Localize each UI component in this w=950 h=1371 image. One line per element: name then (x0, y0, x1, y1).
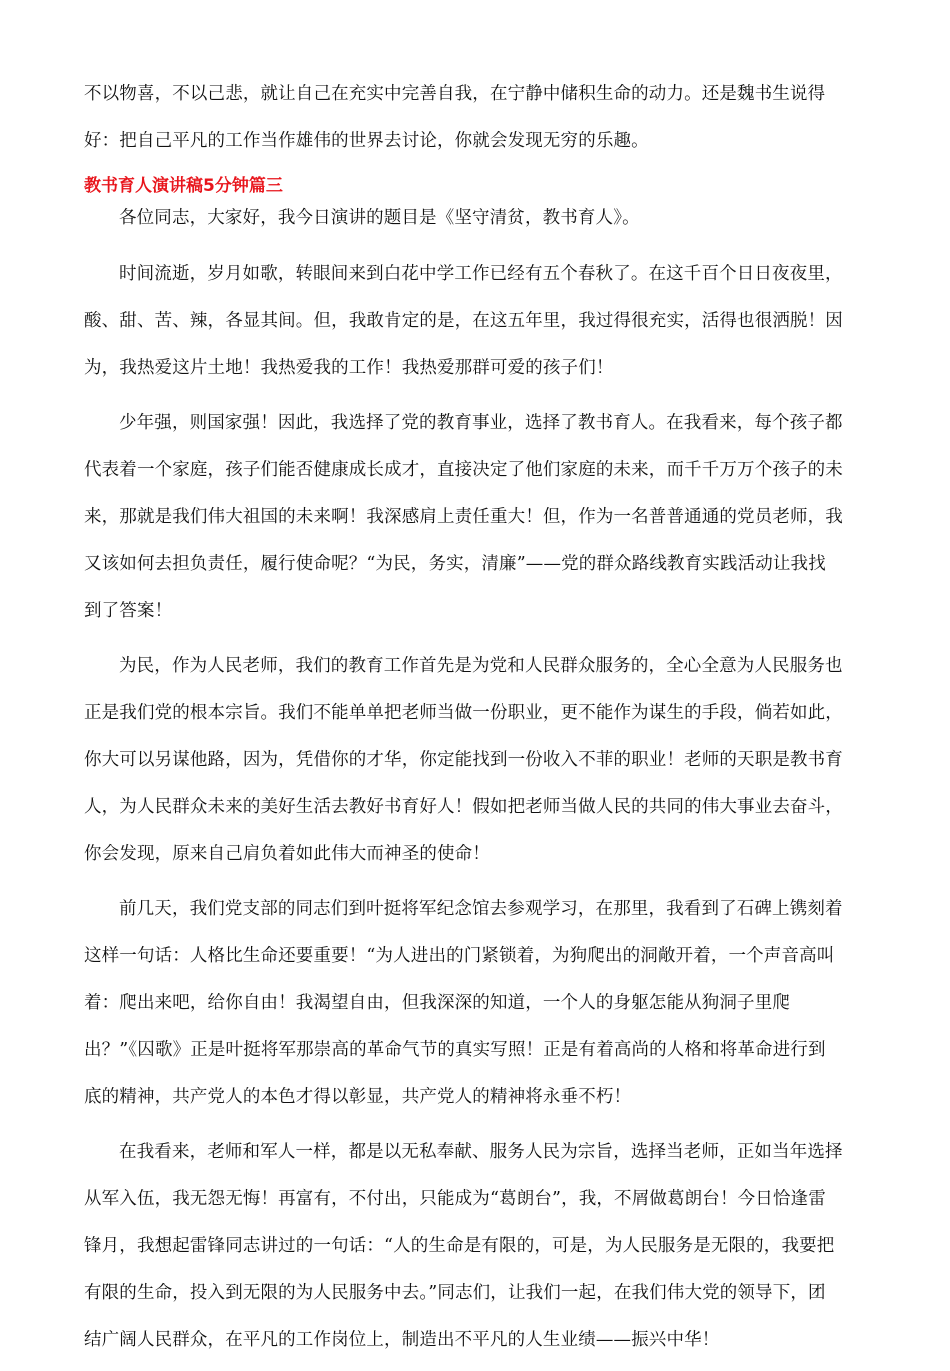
text-line: 不以物喜，不以己悲，就让自己在充实中完善自我，在宁静中储积生命的动力。还是魏书生说得 (84, 84, 826, 104)
text-line: 结广阔人民群众，在平凡的工作岗位上，制造出不平凡的人生业绩——振兴中华！ (84, 1330, 720, 1350)
text-line: 在我看来，老师和军人一样，都是以无私奉献、服务人民为宗旨，选择当老师，正如当年选择 (119, 1142, 843, 1162)
text-line: 代表着一个家庭，孩子们能否健康成长成才，直接决定了他们家庭的未来，而千千万万个孩子的未 (84, 460, 843, 480)
paragraph-5 (84, 893, 868, 1128)
paragraph-4 (84, 650, 868, 885)
text-line: 你大可以另谋他路，因为，凭借你的才华，你定能找到一份收入不菲的职业！老师的天职是教书育 (84, 750, 843, 770)
text-line: 你会发现，原来自己肩负着如此伟大而神圣的使命！ (84, 844, 490, 864)
text-line: 为民，作为人民老师，我们的教育工作首先是为党和人民群众服务的，全心全意为人民服务也 (119, 656, 843, 676)
intro-paragraph (84, 78, 868, 172)
section-heading: 教书育人演讲稿5分钟篇三 (84, 176, 283, 196)
document-page (84, 78, 868, 1371)
text-line: 少年强，则国家强！因此，我选择了党的教育事业，选择了教书育人。在我看来，每个孩子都 (119, 413, 843, 433)
text-line: 正是我们党的根本宗旨。我们不能单单把老师当做一份职业，更不能作为谋生的手段，倘若如此， (84, 703, 843, 723)
text-line: 好：把自己平凡的工作当作雄伟的世界去讨论，你就会发现无穷的乐趣。 (84, 131, 649, 151)
paragraph-2 (84, 258, 868, 399)
text-line: 着：爬出来吧，给你自由！我渴望自由，但我深深的知道，一个人的身躯怎能从狗洞子里爬 (84, 993, 790, 1013)
text-line: 来，那就是我们伟大祖国的未来啊！我深感肩上责任重大！但，作为一名普普通通的党员老师，我 (84, 507, 843, 527)
paragraph-6 (84, 1136, 868, 1371)
text-line: 为，我热爱这片土地！我热爱我的工作！我热爱那群可爱的孩子们！ (84, 358, 614, 378)
text-line: 时间流逝，岁月如歌，转眼间来到白花中学工作已经有五个春秋了。在这千百个日日夜夜里， (119, 264, 843, 284)
text-line: 前几天，我们党支部的同志们到叶挺将军纪念馆去参观学习，在那里，我看到了石碑上镌刻着 (119, 899, 843, 919)
text-line: 酸、甜、苦、辣，各显其间。但，我敢肯定的是，在这五年里，我过得很充实，活得也很洒脱！因 (84, 311, 843, 331)
paragraph-3 (84, 407, 868, 642)
text-line: 锋月，我想起雷锋同志讲过的一句话：“人的生命是有限的，可是，为人民服务是无限的，我要把 (84, 1236, 835, 1256)
text-line: 各位同志，大家好，我今日演讲的题目是《坚守清贫，教书育人》。 (119, 208, 640, 228)
text-line: 人，为人民群众未来的美好生活去教好书育好人！假如把老师当做人民的共同的伟大事业去奋斗， (84, 797, 843, 817)
text-line: 从军入伍，我无怨无悔！再富有，不付出，只能成为“葛朗台”，我，不屑做葛朗台！今日恰逢雷 (84, 1189, 826, 1209)
text-line: 出？”《囚歌》正是叶挺将军那崇高的革命气节的真实写照！正是有着高尚的人格和将革命进行到 (84, 1040, 826, 1060)
text-line: 到了答案！ (84, 601, 173, 621)
text-line: 有限的生命，投入到无限的为人民服务中去。”同志们，让我们一起，在我们伟大党的领导下，团 (84, 1283, 826, 1303)
text-line: 这样一句话：人格比生命还要重要！“为人进出的门紧锁着，为狗爬出的洞敞开着，一个声音高叫 (84, 946, 835, 966)
text-line: 又该如何去担负责任，履行使命呢？“为民，务实，清廉”——党的群众路线教育实践活动让我找 (84, 554, 826, 574)
paragraph-1 (84, 202, 868, 250)
text-line: 底的精神，共产党人的本色才得以彰显，共产党人的精神将永垂不朽！ (84, 1087, 632, 1107)
